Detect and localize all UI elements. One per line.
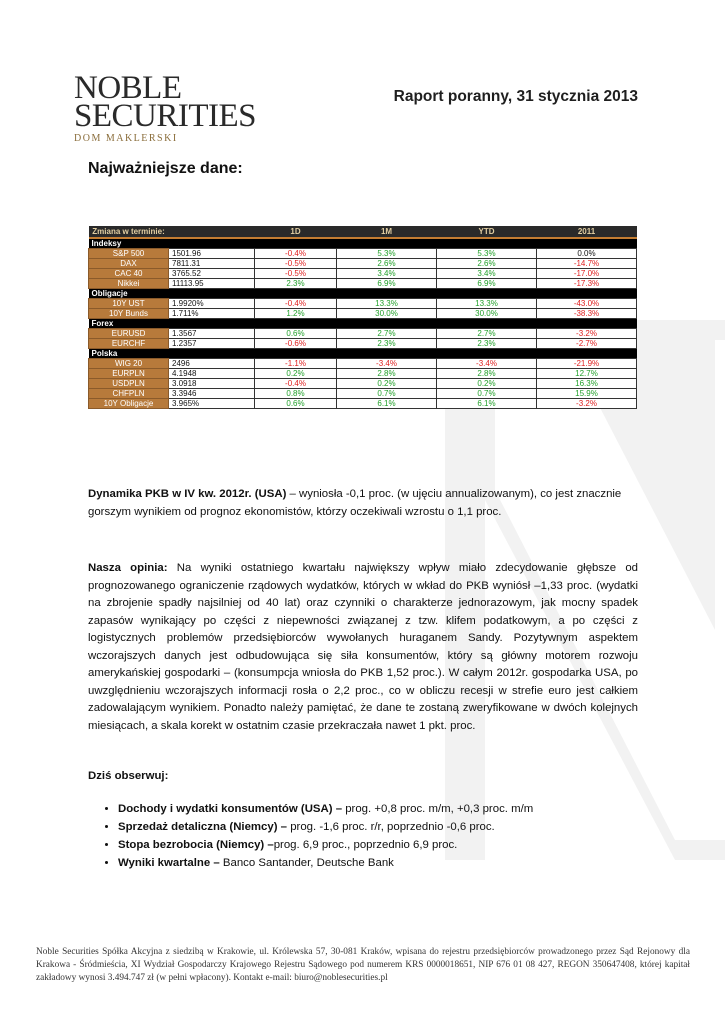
- logo-line-1: NOBLE: [74, 70, 182, 106]
- gdp-heading: Dynamika PKB w IV kw. 2012r. (USA): [88, 488, 287, 500]
- table-row: [89, 299, 637, 309]
- logo-line-2: SECURITIES: [74, 98, 257, 134]
- instrument-value: 3.3946: [169, 389, 255, 399]
- change-m1: -3.4%: [337, 359, 437, 369]
- change-y2011: 16.3%: [537, 379, 637, 389]
- change-d1: -0.4%: [255, 299, 337, 309]
- table-row: [89, 249, 637, 259]
- group-label: Forex: [89, 319, 637, 329]
- change-ytd: 2.7%: [437, 329, 537, 339]
- instrument-name: Nikkei: [89, 279, 169, 289]
- table-row: [89, 369, 637, 379]
- instrument-name: EURCHF: [89, 339, 169, 349]
- gdp-text: – wyniosła -0,1 proc. (w ujęciu annualizowanym), co jest znacznie gorszym wynikiem od prognoz ekonomistów, którzy oczekiwali wzrostu o 1,1 proc.: [88, 488, 622, 518]
- group-label: Indeksy: [89, 238, 637, 249]
- change-y2011: -43.0%: [537, 299, 637, 309]
- change-d1: -0.4%: [255, 379, 337, 389]
- instrument-name: S&P 500: [89, 249, 169, 259]
- group-label: Obligacje: [89, 289, 637, 299]
- market-data-table-wrapper: [88, 226, 636, 440]
- watch-item: [118, 854, 638, 872]
- change-ytd: 2.8%: [437, 369, 537, 379]
- watch-item-text: prog. 6,9 proc., poprzednio 6,9 proc.: [273, 839, 458, 851]
- column-header: YTD: [437, 226, 537, 238]
- table-group-row: [89, 238, 637, 249]
- instrument-name: DAX: [89, 259, 169, 269]
- instrument-value: 7811.31: [169, 259, 255, 269]
- change-m1: 2.3%: [337, 339, 437, 349]
- table-header-row: [89, 226, 637, 238]
- instrument-name: 10Y Obligacje: [89, 399, 169, 409]
- watch-item-text: Banco Santander, Deutsche Bank: [219, 857, 394, 869]
- change-d1: 1.2%: [255, 309, 337, 319]
- change-m1: 13.3%: [337, 299, 437, 309]
- change-m1: 2.6%: [337, 259, 437, 269]
- change-m1: 0.2%: [337, 379, 437, 389]
- change-y2011: 0.0%: [537, 249, 637, 259]
- watch-item-text: prog. +0,8 proc. m/m, +0,3 proc. m/m: [342, 803, 534, 815]
- watch-title: Dziś obserwuj:: [88, 770, 169, 782]
- logo-line-3: DOM MAKLERSKI: [74, 133, 178, 144]
- column-header: 2011: [537, 226, 637, 238]
- table-row: [89, 329, 637, 339]
- change-ytd: 6.1%: [437, 399, 537, 409]
- table-row: [89, 309, 637, 319]
- change-d1: 0.2%: [255, 369, 337, 379]
- change-ytd: 0.7%: [437, 389, 537, 399]
- change-y2011: -3.2%: [537, 399, 637, 409]
- instrument-value: 1.3567: [169, 329, 255, 339]
- footer-legal: Noble Securities Spółka Akcyjna z siedzibą w Krakowie, ul. Królewska 57, 30-081 Kraków, wpisana do rejestru przedsiębiorców prowadzonego przez Sąd Rejonowy dla Krakowa - Śródmieścia, XI Wydział Gospodarczy Krajowego Rejestru Sądowego pod numerem KRS 0000018651, NIP 676 01 08 427, REGON 350647408, której kapitał zakładowy wynosi 3.494.747 zł (w pełni wpłacony). Kontakt e-mail: biuro@noblesecurities.pl: [36, 947, 690, 983]
- table-row: [89, 259, 637, 269]
- change-ytd: -3.4%: [437, 359, 537, 369]
- change-y2011: -17.3%: [537, 279, 637, 289]
- change-y2011: 15.9%: [537, 389, 637, 399]
- instrument-name: CAC 40: [89, 269, 169, 279]
- opinion-heading: Nasza opinia:: [88, 562, 168, 574]
- watch-item: [118, 800, 638, 818]
- change-ytd: 3.4%: [437, 269, 537, 279]
- opinion-text: Na wyniki ostatniego kwartału największy wpływ miało zdecydowanie głębsze od prognozowanego ograniczenie rządowych wydatków, których w wkład do PKB wyniósł –1,33 proc. (wydatki na zbrojenie spadły najsilniej od 40 lat) oraz czynniki o charakterze jednorazowym, jak mocny spadek zapasów wynikający po części z niepewności związanej z tzw. klifem podatkowym, a po części z logistycznych problemów przedsiębiorców wywołanych huraganem Sandy. Pozytywnym aspektem wczorajszych danych jest odbudowująca się siła konsumentów, który są główny motorem rozwoju amerykańskiej gospodarki – (konsumpcja wniosła do PKB 1,52 proc.). W całym 2012r. gospodarka USA, po uwzględnieniu wczorajszych informacji rosła o 2,2 proc., co w obliczu recesji w strefie euro jest całkiem zadowalającym wynikiem. Ponadto należy pamiętać, że dane te zostaną zweryfikowane w dwóch kolejnych miesiącach, a skala korekt w ostatnim czasie przekraczała nawet 1 pkt. proc.: [88, 562, 639, 732]
- column-header: Zmiana w terminie:: [89, 226, 169, 238]
- instrument-name: 10Y UST: [89, 299, 169, 309]
- change-m1: 6.9%: [337, 279, 437, 289]
- change-d1: 0.8%: [255, 389, 337, 399]
- instrument-name: WIG 20: [89, 359, 169, 369]
- table-row: [89, 269, 637, 279]
- table-row: [89, 339, 637, 349]
- change-ytd: 30.0%: [437, 309, 537, 319]
- change-y2011: 12.7%: [537, 369, 637, 379]
- watch-item-title: Sprzedaż detaliczna (Niemcy) –: [118, 821, 288, 833]
- change-y2011: -3.2%: [537, 329, 637, 339]
- change-d1: -0.6%: [255, 339, 337, 349]
- opinion-paragraph: [88, 560, 638, 735]
- change-ytd: 13.3%: [437, 299, 537, 309]
- change-m1: 3.4%: [337, 269, 437, 279]
- table-group-row: [89, 289, 637, 299]
- change-m1: 2.8%: [337, 369, 437, 379]
- watch-item-text: prog. -1,6 proc. r/r, poprzednio -0,6 proc.: [287, 821, 495, 833]
- change-d1: -0.5%: [255, 259, 337, 269]
- change-m1: 2.7%: [337, 329, 437, 339]
- change-d1: 0.6%: [255, 399, 337, 409]
- change-d1: 0.6%: [255, 329, 337, 339]
- section-title: Najważniejsze dane:: [88, 160, 243, 177]
- change-m1: 0.7%: [337, 389, 437, 399]
- instrument-name: USDPLN: [89, 379, 169, 389]
- column-header: 1M: [337, 226, 437, 238]
- instrument-value: 1.9920%: [169, 299, 255, 309]
- market-data-table: [88, 226, 637, 409]
- change-ytd: 0.2%: [437, 379, 537, 389]
- change-ytd: 2.6%: [437, 259, 537, 269]
- change-d1: -0.4%: [255, 249, 337, 259]
- change-ytd: 2.3%: [437, 339, 537, 349]
- instrument-value: 4.1948: [169, 369, 255, 379]
- instrument-name: EURPLN: [89, 369, 169, 379]
- change-y2011: -14.7%: [537, 259, 637, 269]
- instrument-name: EURUSD: [89, 329, 169, 339]
- watch-item-title: Wyniki kwartalne –: [118, 857, 220, 869]
- instrument-name: CHFPLN: [89, 389, 169, 399]
- instrument-value: 3.0918: [169, 379, 255, 389]
- watch-list: [88, 800, 638, 872]
- table-row: [89, 359, 637, 369]
- table-group-row: [89, 349, 637, 359]
- gdp-paragraph: [88, 486, 638, 521]
- watch-item: [118, 836, 638, 854]
- change-d1: -1.1%: [255, 359, 337, 369]
- change-m1: 5.3%: [337, 249, 437, 259]
- change-d1: -0.5%: [255, 269, 337, 279]
- column-header: [169, 226, 255, 238]
- table-row: [89, 399, 637, 409]
- instrument-value: 1501.96: [169, 249, 255, 259]
- watch-item: [118, 818, 638, 836]
- change-y2011: -17.0%: [537, 269, 637, 279]
- column-header: 1D: [255, 226, 337, 238]
- change-ytd: 6.9%: [437, 279, 537, 289]
- instrument-value: 3.965%: [169, 399, 255, 409]
- instrument-value: 2496: [169, 359, 255, 369]
- table-row: [89, 379, 637, 389]
- table-row: [89, 279, 637, 289]
- change-y2011: -38.3%: [537, 309, 637, 319]
- table-group-row: [89, 319, 637, 329]
- instrument-value: 3765.52: [169, 269, 255, 279]
- watch-item-title: Stopa bezrobocia (Niemcy) –: [118, 839, 274, 851]
- instrument-value: 1.2357: [169, 339, 255, 349]
- instrument-value: 1.711%: [169, 309, 255, 319]
- change-d1: 2.3%: [255, 279, 337, 289]
- report-title: Raport poranny, 31 stycznia 2013: [393, 88, 638, 105]
- change-y2011: -21.9%: [537, 359, 637, 369]
- table-row: [89, 389, 637, 399]
- change-m1: 6.1%: [337, 399, 437, 409]
- instrument-name: 10Y Bunds: [89, 309, 169, 319]
- change-ytd: 5.3%: [437, 249, 537, 259]
- company-logo: [74, 70, 257, 144]
- change-y2011: -2.7%: [537, 339, 637, 349]
- group-label: Polska: [89, 349, 637, 359]
- change-m1: 30.0%: [337, 309, 437, 319]
- watch-item-title: Dochody i wydatki konsumentów (USA) –: [118, 803, 343, 815]
- instrument-value: 11113.95: [169, 279, 255, 289]
